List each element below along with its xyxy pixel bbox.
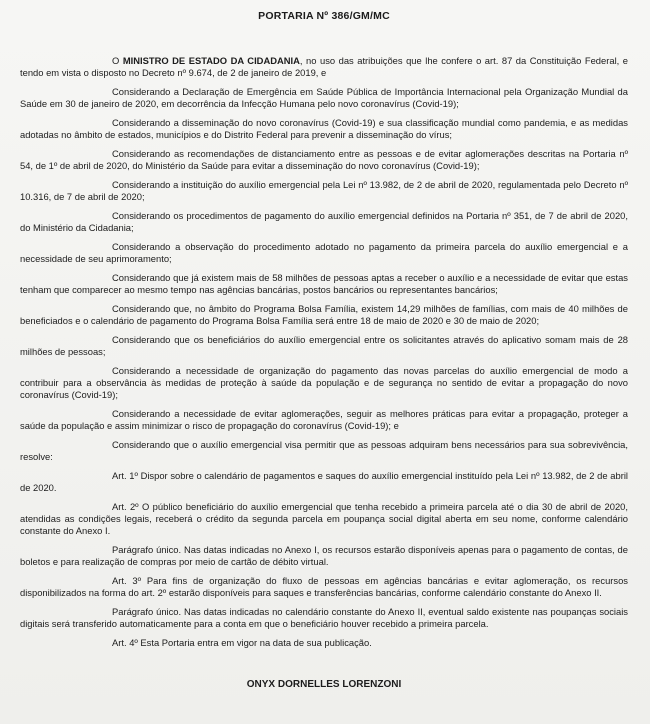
paragraph-whereas-10: Considerando a necessidade de organização do pagamento das novas parcelas do auxílio emergencial de modo a contribuir para a observância às medidas de proteção à saúde da população e de segurança no sentido de evitar a propagação do novo coronavírus (Covid-19); [20,365,628,400]
paragraph-whereas-4: Considerando a instituição do auxílio emergencial pela Lei nº 13.982, de 2 de abril de 2020, regulamentada pelo Decreto nº 10.316, de 7 de abril de 2020; [20,179,628,202]
paragraph-whereas-1: Considerando a Declaração de Emergência em Saúde Pública de Importância Internacional pela Organização Mundial da Saúde em 30 de janeiro de 2020, em decorrência da Infecção Humana pelo novo coronavírus (Covid-19); [20,86,628,109]
paragraph-whereas-12: Considerando que o auxílio emergencial visa permitir que as pessoas adquiram bens necessários para sua sobrevivência, resolve: [20,439,628,462]
article-1: Art. 1º Dispor sobre o calendário de pagamentos e saques do auxílio emergencial instituído pela Lei nº 13.982, de 2 de abril de 2020. [20,470,628,493]
paragraph-whereas-2: Considerando a disseminação do novo coronavírus (Covid-19) e sua classificação mundial como pandemia, e as medidas adotadas no âmbito de estados, municípios e do Distrito Federal para prevenir a disseminação do vírus; [20,117,628,140]
paragraph-whereas-8: Considerando que, no âmbito do Programa Bolsa Família, existem 14,29 milhões de famílias, com mais de 40 milhões de beneficiados e o calendário de pagamento do Programa Bolsa Família será entre 18 de maio de 2020 e 30 de maio de 2020; [20,303,628,326]
intro-paragraph [20,55,628,79]
document-title: PORTARIA Nº 386/GM/MC [258,10,390,22]
paragraph-whereas-11: Considerando a necessidade de evitar aglomerações, seguir as melhores práticas para evitar a propagação, proteger a saúde da população e assim minimizar o risco de propagação do coronavírus (Covid-19); e [20,408,628,431]
article-3: Art. 3º Para fins de organização do fluxo de pessoas em agências bancárias e evitar aglomeração, os recursos disponibilizados na forma do art. 2º estarão disponíveis para saques e transferências bancárias, conforme calendário constante do Anexo II. [20,575,628,598]
paragraph-whereas-6: Considerando a observação do procedimento adotado no pagamento da primeira parcela do auxílio emergencial e a necessidade de seu aprimoramento; [20,241,628,264]
intro-rest: , no uso das atribuições que lhe confere o art. 87 da Constituição Federal, e tendo em vista o disposto no Decreto nº 9.674, de 2 de janeiro de 2019, e [20,55,628,78]
signature: ONYX DORNELLES LORENZONI [246,679,402,690]
paragraph-whereas-5: Considerando os procedimentos de pagamento do auxílio emergencial definidos na Portaria nº 351, de 7 de abril de 2020, do Ministério da Cidadania; [20,210,628,233]
article-2-sole-paragraph: Parágrafo único. Nas datas indicadas no Anexo I, os recursos estarão disponíveis apenas para o pagamento de contas, de boletos e para realização de compras por meio de cartão de débito virtual. [20,544,628,567]
article-2: Art. 2º O público beneficiário do auxílio emergencial que tenha recebido a primeira parcela até o dia 30 de abril de 2020, atendidas as condições legais, receberá o crédito da segunda parcela em poupança social digital aberta em seu nome, conforme calendário constante do Anexo I. [20,501,628,536]
article-4: Art. 4º Esta Portaria entra em vigor na data de sua publicação. [112,637,372,648]
paragraph-whereas-9: Considerando que os beneficiários do auxílio emergencial entre os solicitantes através do aplicativo somam mais de 28 milhões de pessoas; [20,334,628,357]
paragraph-whereas-3: Considerando as recomendações de distanciamento entre as pessoas e de evitar aglomerações descritas na Portaria nº 54, de 1º de abril de 2020, do Ministério da Saúde para evitar a disseminação do novo coronavírus (Covid-19); [20,148,628,171]
intro-lead: O [112,55,123,66]
minister-title: MINISTRO DE ESTADO DA CIDADANIA [122,55,300,66]
paragraph-whereas-7: Considerando que já existem mais de 58 milhões de pessoas aptas a receber o auxílio e a necessidade de evitar que estas tenham que comparecer ao mesmo tempo nas agências bancárias, postos bancários ou representantes bancários; [20,272,628,295]
article-3-sole-paragraph: Parágrafo único. Nas datas indicadas no calendário constante do Anexo II, eventual saldo existente nas poupanças sociais digitais será transferido automaticamente para a conta em que o beneficiário houver recebido a primeira parcela. [20,606,628,629]
